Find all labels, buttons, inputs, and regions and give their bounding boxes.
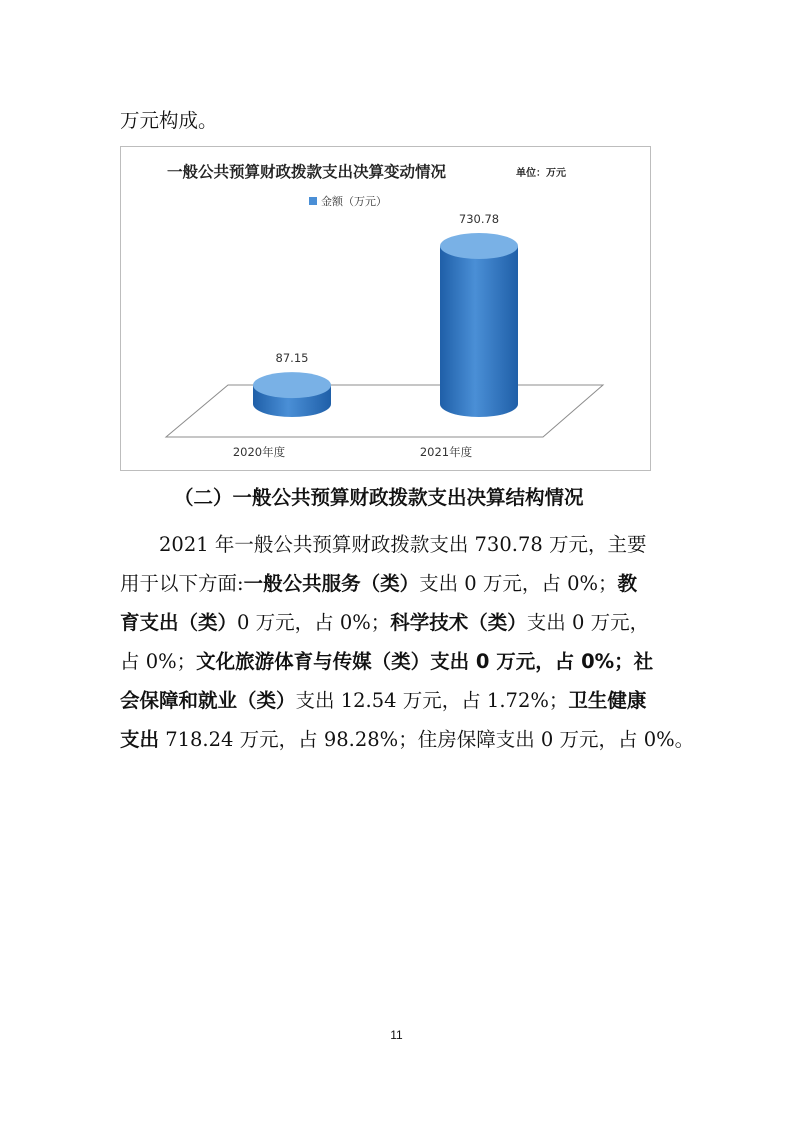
chart-unit-note: 单位：万元 [516, 168, 566, 179]
bold-text-run: 科学技术（类） [390, 611, 527, 634]
bold-text-run: 文化旅游体育与传媒（类）支出 0 万元，占 0%；社 [196, 650, 654, 673]
category-label-2021: 2021年度 [419, 445, 473, 459]
legend-swatch [309, 197, 317, 205]
text-run: 占 0%； [120, 650, 197, 673]
bold-text-run: 一般公共服务（类） [243, 572, 420, 595]
text-run: 2021 年一般公共预算财政拨款支出 730.78 万元，主要 [120, 533, 647, 556]
bar-top [253, 372, 331, 398]
intro-line: 万元构成。 [120, 109, 218, 132]
bar-2020年度 [253, 351, 331, 417]
text-run: 0 万元，占 0%； [237, 611, 391, 634]
chart-title: 一般公共预算财政拨款支出决算变动情况 [167, 163, 447, 181]
bold-text-run: 支出 [120, 728, 160, 751]
data-label: 87.15 [275, 351, 309, 366]
chart-canvas [121, 147, 652, 472]
text-run: 支出 0 万元， [526, 611, 650, 634]
bold-text-run: 卫生健康 [568, 689, 647, 712]
paragraph-line [120, 726, 694, 754]
bold-text-run: 会保障和就业（类） [120, 689, 296, 712]
section-heading: （二）一般公共预算财政拨款支出决算结构情况 [174, 486, 584, 509]
bold-text-run: 教 [617, 572, 638, 595]
text-run: 718.24 万元，占 98.28%；住房保障支出 0 万元，占 0%。 [159, 728, 695, 751]
paragraph-line [120, 687, 646, 715]
data-label: 730.78 [458, 212, 500, 226]
paragraph-line [120, 531, 646, 559]
legend-label: 金额（万元） [321, 195, 387, 208]
page-number: 11 [390, 1028, 403, 1042]
text-run: 用于以下方面: [120, 572, 244, 595]
category-label-2020: 2020年度 [232, 445, 286, 459]
bar-chart [120, 146, 651, 471]
paragraph-line [120, 570, 637, 598]
text-run: 支出 12.54 万元，占 1.72%； [295, 689, 569, 712]
bar-2021年度 [440, 212, 518, 417]
bar-top [440, 233, 518, 259]
chart-floor [166, 385, 603, 437]
paragraph-line [120, 648, 653, 676]
bold-text-run: 育支出（类） [120, 611, 238, 634]
bar-body [440, 246, 518, 417]
text-run: 支出 0 万元，占 0%； [419, 572, 618, 595]
paragraph-line [120, 609, 649, 637]
